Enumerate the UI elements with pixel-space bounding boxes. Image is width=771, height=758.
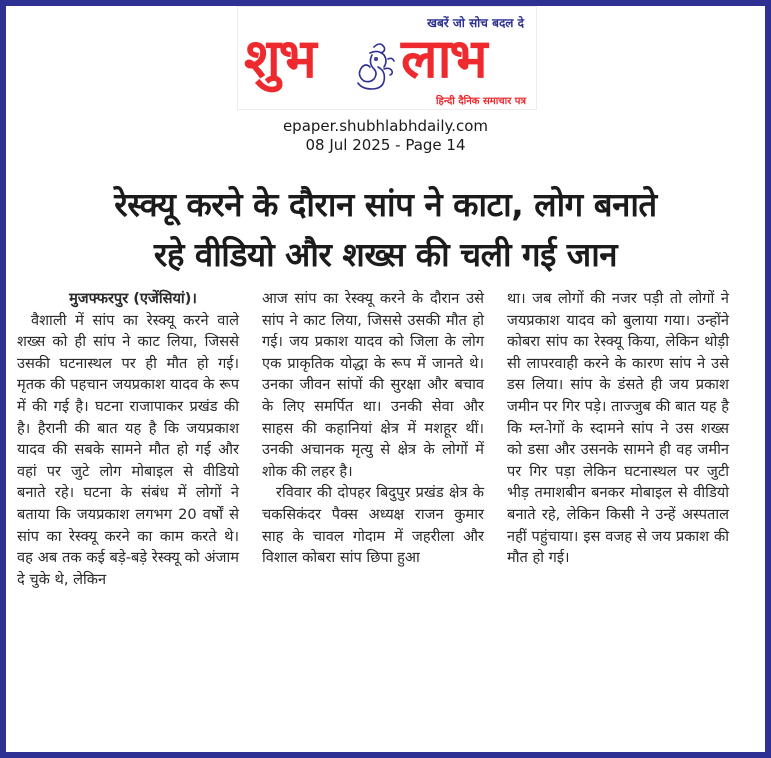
masthead-tagline: खबरें जो सोच बदल दे [427,16,524,30]
masthead-logo [237,6,537,110]
paragraph: था। जब लोगों की नजर पड़ी तो लोगों ने जयप्रकाश यादव को बुलाया गया। उन्होंने कोबरा सांप का रेस्क्यू किया, लेकिन थोड़ी सी लापरवाही करने के कारण सांप ने उसे डस लिया। सांप के डंसते ही जय प्रकाश जमीन पर गिर पड़े। ताज्जुब की बात यह है कि म्ल-ोगों के स्दामने सांप ने उस शख्स को डसा और उसनके सामने ही वह जमीन पर गिर पड़ा लेकिन घटनास्थल पर जुटी भीड़ तमाशबीन बनकर मोबाइल से वीडियो बनाते रहे, लेकिन किसी ने उन्हें अस्पताल नहीं पहुंचाया। इस वजह से जय प्रकाश की मौत हो गई। [507,290,729,567]
paragraph: वैशाली में सांप का रेस्क्यू करने वाले शख्स को ही सांप ने काट लिया, जिससे उसकी घटनास्थल पर ही मौत हो गई। मृतक की पहचान जयप्रकाश यादव के रूप में की गई है। घटना राजापाकर प्रखंड की है। हैरानी की बात यह है कि जयप्रकाश यादव की सबके सामने मौत हो गई और वहां पर जुटे लोग मोबाइल से वीडियो बनाते रहे। घटना के संबंध में लोगों ने बताया कि जयप्रकाश लगभग 20 वर्षों से सांप का रेस्क्यू करने का काम करते थे। वह अब तक कई बड़े-बड़े रेस्क्यू को अंजाम दे चुके थे, लेकिन [17,311,239,588]
article-column-1 [17,288,239,590]
article-dateline: मुजफ्फरपुर (एजेंसियां)। [69,290,197,307]
logo-text-shubh: शुभ [244,27,315,90]
article-headline [12,180,759,280]
headline-line-2: रहे वीडियो और शख्स की चली गई जान [153,235,618,274]
masthead-subtitle: हिन्दी दैनिक समाचार पत्र [435,96,526,107]
site-info [0,117,771,155]
article-column-2 [262,288,484,569]
site-url: epaper.shubhlabhdaily.com [282,117,489,135]
ganesha-icon [350,41,400,93]
paragraph: आज सांप का रेस्क्यू करने के दौरान उसे सांप ने काट लिया, जिससे उसकी मौत हो गई। जय प्रकाश यादव को जिला के लोग एक प्राकृतिक योद्धा के रूप में जानते थे। उनका जीवन सांपों की सुरक्षा और बचाव के लिए समर्पित था। उनकी सेवा और साहस की कहानियां क्षेत्र में मशहूर थीं। उनकी अचानक मृत्यु से क्षेत्र के लोगों में शोक की लहर है। [262,290,484,480]
paragraph: रविवार की दोपहर बिदुपुर प्रखंड क्षेत्र के चकसिकंदर पैक्स अध्यक्ष राजन कुमार साह के चावल गोदाम में जहरीला और विशाल कोबरा सांप छिपा हुआ [262,484,484,567]
article-column-3 [507,288,729,569]
date-page: 08 Jul 2025 - Page 14 [305,136,466,154]
logo-text-labh: लाभ [401,27,486,90]
headline-line-1: रेस्क्यू करने के दौरान सांप ने काटा, लोग बनाते [114,185,657,224]
